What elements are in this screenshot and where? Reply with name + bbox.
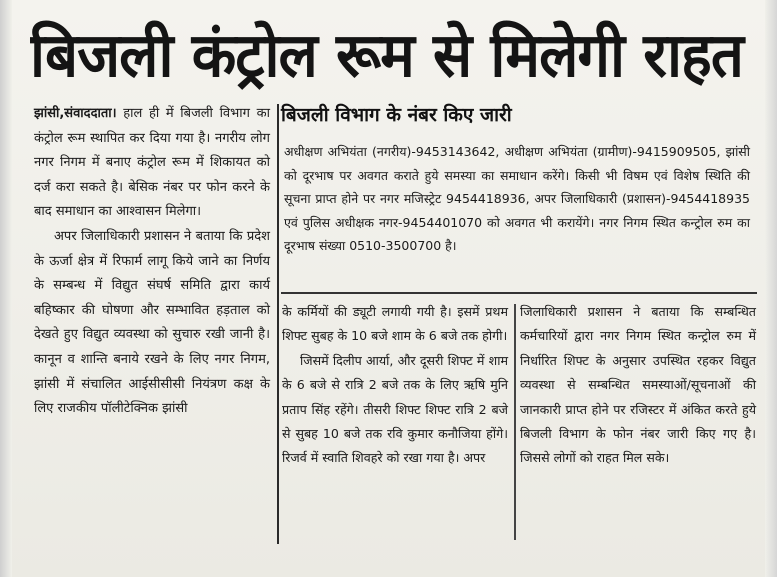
scan-edge-left — [0, 0, 12, 577]
article-column-1 — [34, 102, 270, 552]
paragraph: के कर्मियों की ड्यूटी लगायी गयी है। इसमें प्रथम शिफ्ट सुबह के 10 बजे शाम के 6 बजे तक होगी। — [282, 304, 508, 344]
phone-numbers-box: अधीक्षण अभियंता (नगरीय)-9453143642, अधीक्षण अभियंता (ग्रामीण)-9415909505, झांसी को दूरभाष पर अवगत कराते हुये समस्या का समाधान करेंगे। किसी भी विषम एवं विशेष स्थिति की सूचना प्राप्त होने पर नगर मजिस्ट्रेट 9454418936, अपर जिलाधिकारी (प्रशासन)-9454418935 एवं पुलिस अधीक्षक नगर-9454401070 को अवगत भी करायेंगे। नगर निगम स्थित कन्ट्रोल रुम का दूरभाष संख्या 0510-3500700 है। — [284, 144, 750, 253]
box-bottom-rule — [281, 292, 757, 294]
subheading: बिजली विभाग के नंबर किए जारी — [281, 104, 512, 126]
paragraph: अपर जिलाधिकारी प्रशासन ने बताया कि प्रदेश के ऊर्जा क्षेत्र में रिफार्म लागू किये जाने का निर्णय के सम्बन्ध में विद्युत संघर्ष समिति द्वारा कार्य बहिष्कार की घोषणा और सम्भावित हड़ताल को देखते हुए विद्युत व्यवस्था को सुचारु रखी जानी है। कानून व शान्ति बनाये रखने के लिए नगर निगम, झांसी में संचालित आईसीसीसी नियंत्रण कक्ष के लिए राजकीय पॉलीटेक्निक झांसी — [34, 228, 270, 417]
article-column-2 — [282, 300, 508, 550]
intro-text: हाल ही में बिजली विभाग का कंट्रोल रूम स्थापित कर दिया गया है। नगरीय लोग नगर निगम में बनाए कंट्रोल रूम में शिकायत को दर्ज करा सकते है। बेसिक नंबर पर फोन करने के बाद समाधान का आश्वासन मिलेगा। — [34, 106, 270, 220]
scan-edge-right — [765, 0, 777, 577]
column-divider — [277, 104, 279, 544]
article-column-3 — [520, 300, 756, 550]
intro-paragraph — [34, 102, 270, 225]
paragraph: जिलाधिकारी प्रशासन ने बताया कि सम्बन्धित कर्मचारियों द्वारा नगर निगम स्थित कन्ट्रोल रुम में निर्धारित शिफ्ट के अनुसार उपस्थित रहकर विद्युत व्यवस्था से सम्बन्धित समस्याओं/सूचनाओं की जानकारी प्राप्त होने पर रजिस्टर में अंकित करते हुये बिजली विभाग के फोन नंबर जारी किए गए है। जिससे लोगों को राहत मिल सके। — [520, 304, 756, 466]
column-divider — [514, 304, 516, 540]
paragraph: जिसमें दिलीप आर्या, और दूसरी शिफ्ट में शाम के 6 बजे से रात्रि 2 बजे तक के लिए ऋषि मुनि प्रताप सिंह रहेंगे। तीसरी शिफ्ट शिफ्ट रात्रि 2 बजे से सुबह 10 बजे तक रवि कुमार कनौजिया होंगे। रिजर्व में स्वाति शिवहरे को रखा गया है। अपर — [282, 352, 508, 466]
headline: बिजली कंट्रोल रूम से मिलेगी राहत — [30, 19, 743, 91]
sidebar-box-header — [281, 100, 755, 132]
byline: झांसी,संवाददाता। — [34, 106, 117, 121]
